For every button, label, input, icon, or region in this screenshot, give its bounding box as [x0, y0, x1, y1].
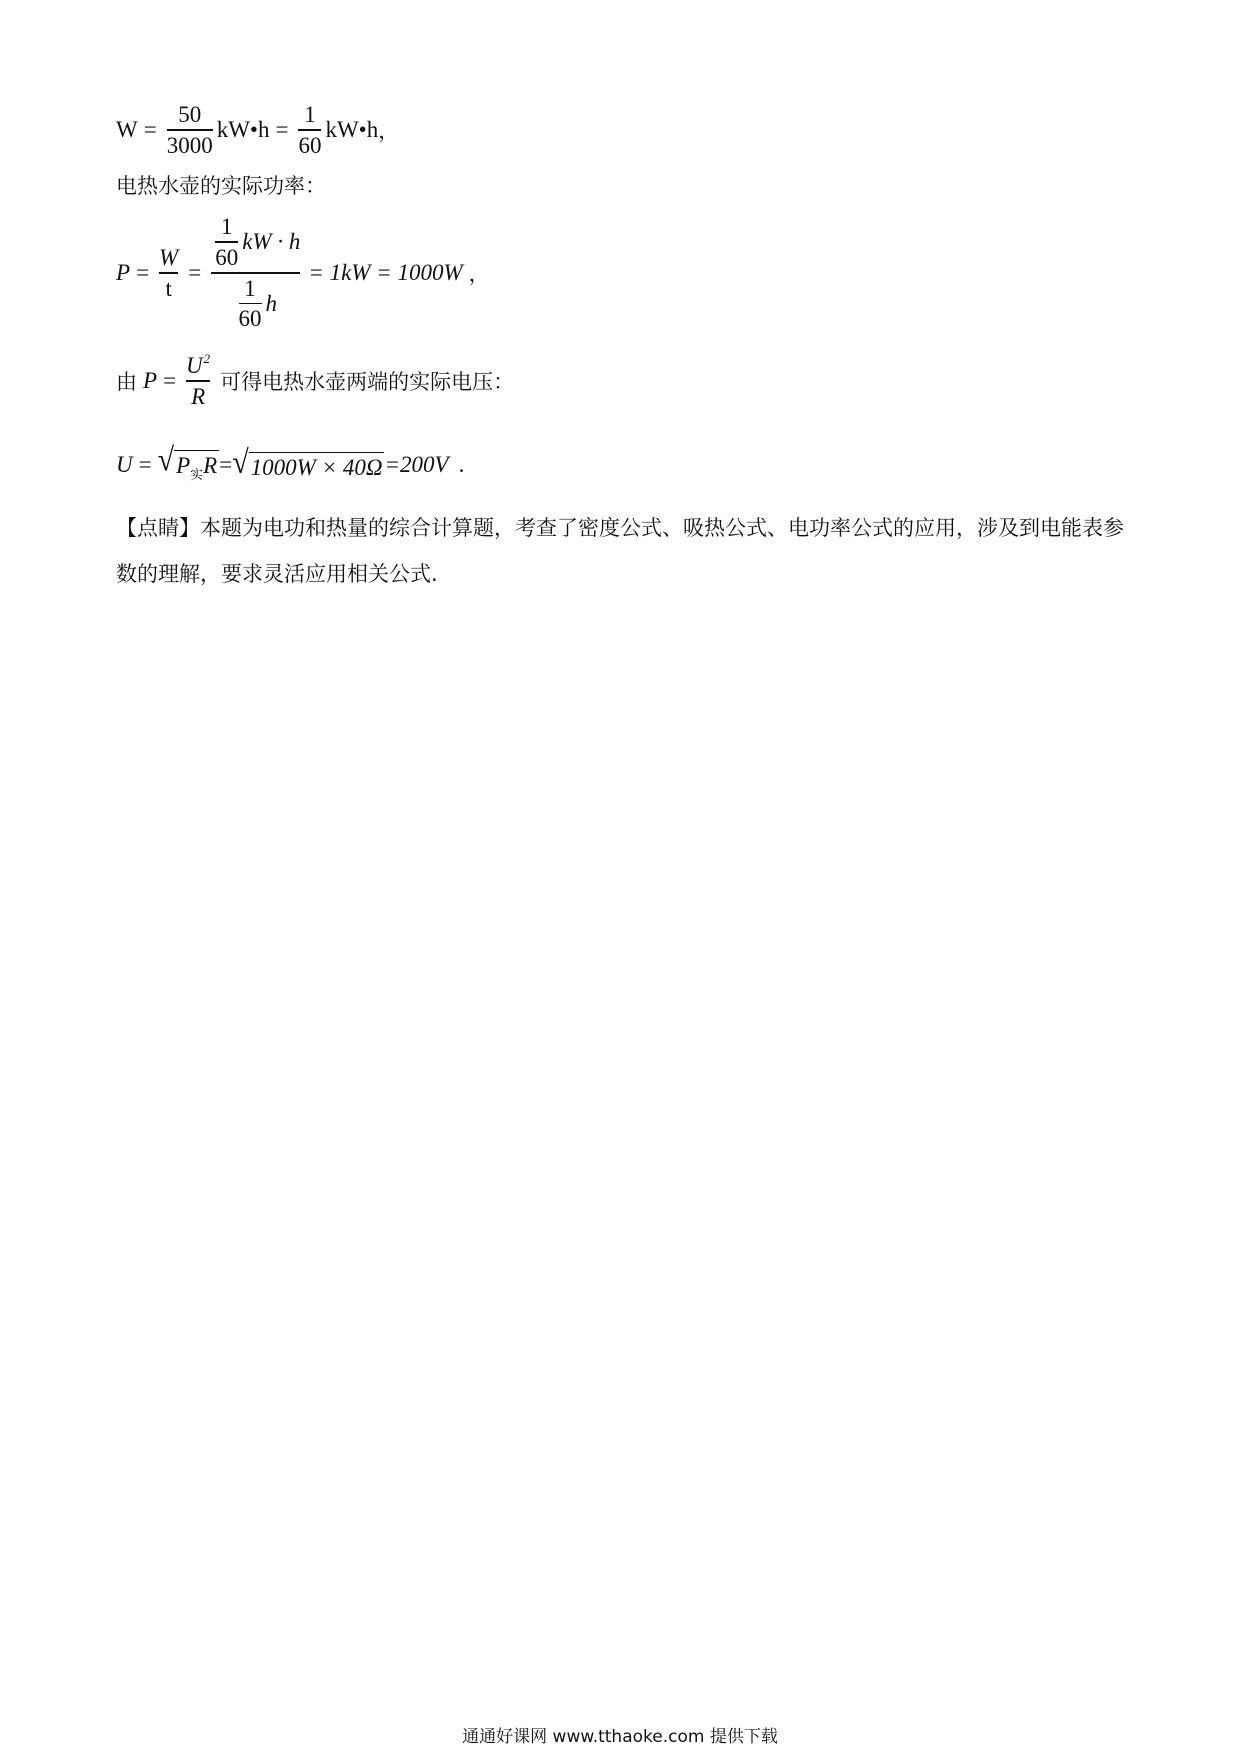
fraction-bar	[215, 241, 238, 243]
radical-sign: √	[232, 444, 249, 481]
eq4-sqrt-1	[157, 441, 220, 483]
eq2-equals-2: =	[188, 259, 202, 285]
equation-voltage	[116, 441, 465, 483]
equation-energy	[116, 102, 399, 158]
fraction-bar	[239, 303, 262, 305]
line2-text: 电热水壶的实际功率：	[116, 174, 326, 198]
eq1-frac2-numerator: 1	[304, 102, 316, 127]
eq1-unit-2: kW•h	[325, 117, 379, 143]
eq2-inner-den-unit: h	[265, 290, 278, 316]
eq1-tail: ，	[378, 119, 400, 144]
eq3-suffix: 可得电热水壶两端的实际电压：	[220, 369, 515, 394]
eq4-tail: .	[458, 451, 465, 477]
fraction-bar	[186, 380, 210, 382]
eq3-denominator: R	[191, 383, 206, 409]
eq2-f1-denominator: t	[165, 275, 172, 301]
eq1-frac1-denominator: 3000	[166, 132, 213, 158]
eq2-inner-num-unit: kW · h	[242, 229, 301, 255]
eq2-inner-den-fraction	[239, 276, 262, 332]
eq2-inner-num-num: 1	[220, 214, 233, 239]
eq3-prefix: 由	[116, 369, 137, 394]
eq4-sqrt-2	[232, 444, 384, 481]
eq3-numerator	[186, 352, 210, 378]
eq4-sqrt2-body: 1000W × 40Ω	[249, 452, 385, 481]
eq2-equals: =	[136, 259, 150, 285]
eq1-fraction-1	[167, 102, 213, 158]
radical-sign: √	[157, 441, 175, 479]
text-actual-power-heading	[116, 170, 326, 200]
eq2-compound-numerator	[211, 214, 300, 270]
eq1-lhs: W	[116, 117, 138, 143]
eq1-equals: =	[143, 117, 157, 143]
fraction-bar	[298, 129, 321, 131]
eq2-compound-fraction	[211, 214, 300, 332]
eq3-num-exponent: 2	[203, 351, 211, 366]
eq4-sqrt1-r: R	[203, 453, 218, 478]
eq4-equals-2: =	[219, 451, 233, 477]
eq2-inner-den-num: 1	[244, 275, 256, 301]
eq1-equals-2: =	[275, 117, 289, 143]
eq4-sqrt1-p: P	[176, 453, 191, 478]
eq4-sqrt1-subscript: 实	[190, 468, 204, 483]
eq2-compound-denominator	[235, 276, 278, 332]
eq1-frac2-denominator: 60	[298, 132, 322, 158]
eq2-inner-num-fraction	[215, 214, 238, 270]
eq3-num-var: U	[186, 353, 203, 378]
eq3-fraction	[186, 352, 210, 409]
eq2-f1-numerator: W	[159, 244, 179, 270]
eq4-result: =200V	[384, 451, 449, 477]
eq2-result: = 1kW = 1000W	[308, 259, 463, 285]
eq4-sqrt1-body	[174, 450, 219, 483]
eq2-lhs: P	[116, 259, 131, 285]
eq2-fraction-w-t	[159, 245, 178, 301]
eq2-inner-num-den: 60	[215, 244, 239, 270]
eq1-unit-1: kW•h	[216, 117, 270, 143]
eq4-lhs: U	[116, 451, 133, 477]
fraction-bar	[167, 129, 213, 131]
equation-power	[116, 214, 490, 332]
eq4-equals: =	[138, 451, 152, 477]
comment-paragraph: 【点睛】本题为电功和热量的综合计算题，考查了密度公式、吸热公式、电功率公式的应用，涉及到电能表参数的理解，要求灵活应用相关公式.	[116, 516, 1124, 586]
fraction-bar	[159, 272, 178, 274]
equation-formula-derivation	[116, 352, 514, 409]
eq2-tail: ，	[468, 261, 490, 286]
page-footer: 通通好课网 www.tthaoke.com 提供下载	[462, 1727, 778, 1747]
eq3-equals: =	[163, 367, 177, 393]
eq2-inner-den-den: 60	[238, 306, 262, 332]
eq1-fraction-2	[298, 102, 321, 158]
eq3-lhs: P	[143, 367, 158, 393]
fraction-bar	[211, 272, 300, 274]
eq1-frac1-numerator: 50	[178, 102, 202, 127]
